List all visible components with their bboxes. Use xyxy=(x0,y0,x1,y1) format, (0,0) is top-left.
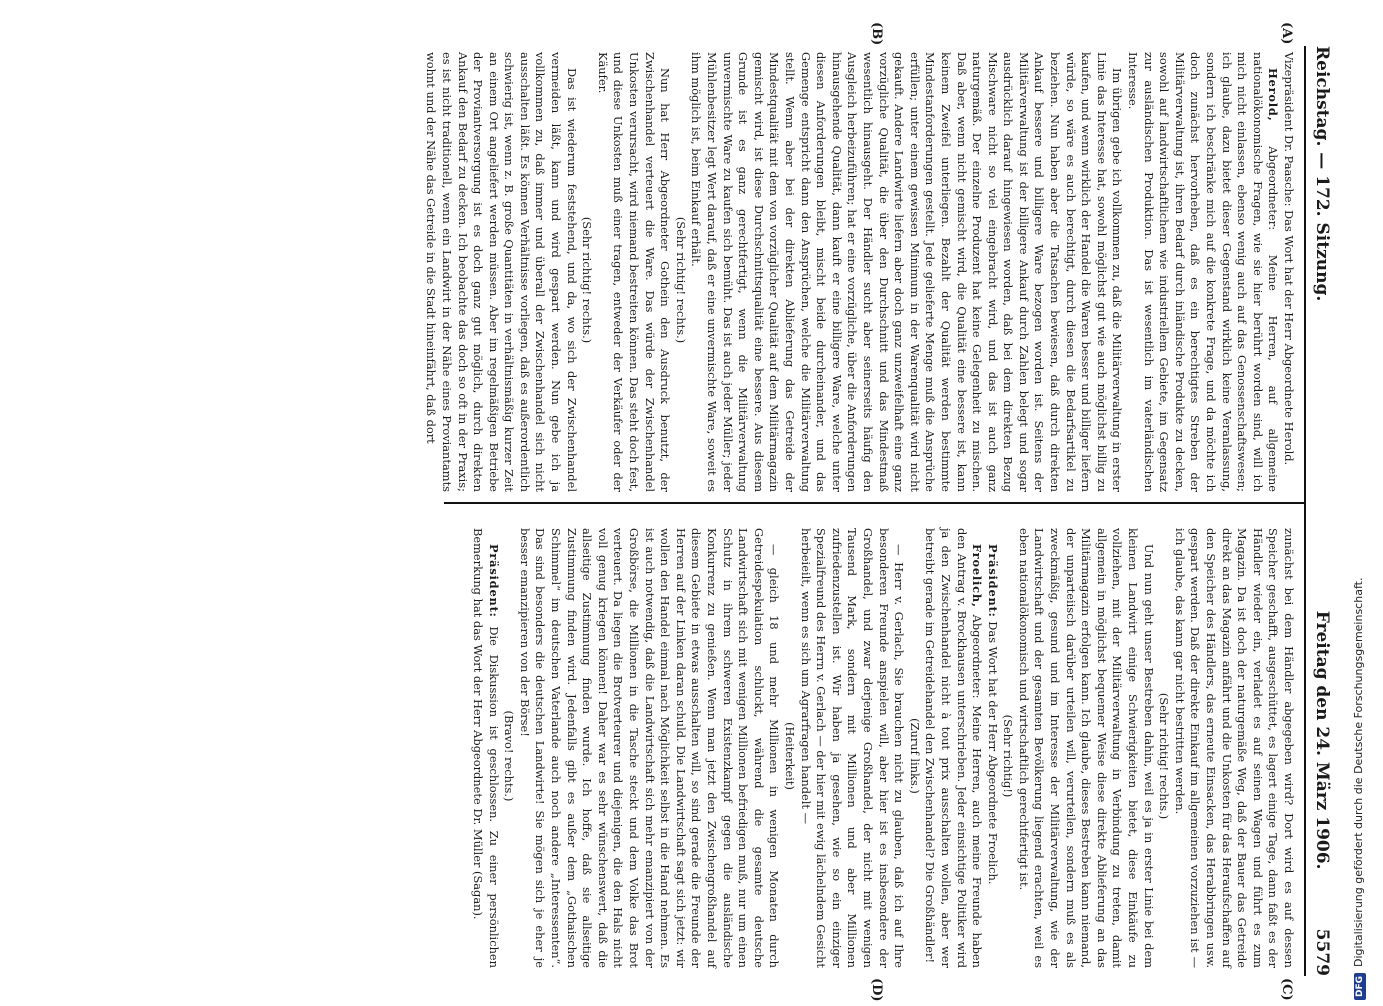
paragraph-text: Und nun geht unser Bestreben dahin, weil es ja in erster Linie bei dem kleinen Landwirt einige Schwierigkeiten bietet, diese Einkäufe zu vollziehen, mit der Militärverwaltung in Verbindung zu treten, damit allgemein in möglichst bequemer Weise diese direkte Ablieferung an das Militärmagazin erfolgen kann. Ich glaube, dieses Bestreben kann niemand, der unparteiisch darüber urteilen will, verurteilen, sondern muß es als zweckmäßig, gesund und im Interesse der Militärverwaltung, wie der Landwirtschaft und der gesamten Bevölkerung liegend erachten, weil es eben nationalökonomisch und wirtschaftlich gerechtfertigt ist. xyxy=(1016,528,1156,968)
paragraph-text: — Herr v. Gerlach, Sie brauchen nicht zu glauben, daß ich auf Ihre besonderen Freunde anspielen will, aber hier ist es insbesondere der Großhandel, und zwar derjenige Großhandel, der nicht mit wenigen Tausend Mark, sondern mit Millionen und aber Millionen zufriedenzustellen ist. Wir haben ja gesehen, wie so ein einziger Spezialfreund des Herrn v. Gerlach — der hier mit ewig lächelndem Gesicht herbeieilt, wenn es sich um Agrarfragen handelt — xyxy=(798,528,907,968)
paragraph-text: Nun hat Herr Abgeordneter Gothein den Ausdruck benutzt, der Zwischenhandel verteuert die Ware. Das würde der Zwischenhandel Unkosten verursacht, wird niemand bestreiten können. Das steht doch fest, und diese Unkosten muß einer tragen, entweder der Verkäufer oder der Käufer. xyxy=(595,52,673,492)
paragraph-text: (Sehr richtig!) xyxy=(1001,714,1016,798)
page-header xyxy=(1308,46,1334,976)
credit-text: Digitalisierung gefördert durch die Deutsche Forschungsgemeinschaft. xyxy=(1352,577,1365,967)
paragraph-text: Das Wort hat der Herr Abgeordnete Froelich. xyxy=(985,621,1000,885)
digitization-credit xyxy=(1352,0,1372,1000)
speaker-name: Präsident: xyxy=(985,544,1000,618)
interjection xyxy=(906,528,922,968)
speaker-name: Präsident: xyxy=(486,544,501,618)
paragraph-text: zunächst bei dem Händler abgegeben wird? Dort wird es auf dessen Speicher geschafft, ausgeschüttet, es lagert einige Tage, dann faßt es der Händler wieder ein, verladet es auf seinen Wagen und führt es zum Magazin. Da ist doch der naturgemäße Weg, daß der Bauer das Getreide direkt an das Magazin anfährt und die Unkosten für das Heraufschaffen auf den Speicher des Händlers, das erneute Einsacken, das Herabbringen usw. gespart werden. Daß der direkte Einkauf im allgemeinen vorzuziehen ist — ich glaube, das kann gar nicht bestritten werden. xyxy=(1172,528,1296,968)
margin-marker-a: (A) xyxy=(1279,22,1294,45)
margin-marker-d: (D) xyxy=(869,978,884,1002)
paragraph xyxy=(470,528,501,968)
paragraph xyxy=(516,528,781,968)
paragraph-text: Abgeordneter: Meine Herren, auf allgemeine nationalökonomische Fragen, wie sie hier berührt worden sind, will ich mich nicht einlassen, ebenso wenig auch auf das Genossenschaftswesen; ich glaube, dazu bietet dieser Gegenstand wirklich keine Veranlassung, sondern ich beschränke mich auf die konkrete Frage, und da möchte ich doch zunächst hervorheben, daß es ein berechtigtes Streben der Militärverwaltung ist, ihren Bedarf durch inländische Produkte zu decken, sowohl auf landwirtschaftlichem wie industriellem Gebiete, im Gegensatz zur ausländischen Produktion. Das ist wesentlich im vaterländischen Interesse. xyxy=(1126,52,1281,493)
paragraph-text: Abgeordneter: Meine Herren, auch meine Freunde haben den Antrag v. Brockhausen unterschrieben. Jeder einsichtige Politiker wird ja den Zwischenhandel nicht à tout prix ausschalten wollen, aber wer betreibt gerade im Getreidehandel den Zwischenhandel? Die Großhändler! xyxy=(923,528,985,969)
paragraph xyxy=(688,52,1125,492)
paragraph-text: Im übrigen gebe ich vollkommen zu, daß die Militärverwaltung in erster Linie das Interesse hat, sowohl möglichst gut wie auch möglichst billig zu kaufen, und wenn wirklich der Handel die Waren besser und billiger liefern würde, so wäre es auch berechtigt, durch diesen die Bedarfsartikel zu beziehen. Nun haben aber die Tatsachen bewiesen, daß durch direkten Ankauf bessere und billigere Ware bezogen worden ist. Seitens der Militärverwaltung ist der billigere Ankauf durch Zahlen belegt und sogar ausdrücklich darauf hingewiesen worden, daß bei dem direkten Bezug Mischware nicht so viel eingebracht wird, und das ist auch ganz naturgemäß. Der einzelne Produzent hat keine Gelegenheit zu mischen. Daß aber, wenn nicht gemischt wird, die Qualität eine bessere ist, kann keinem Zweifel unterliegen. Bezahlt der Qualität werden bestimmte Mindestanforderungen gestellt. Jede gelieferte Menge muß die Ansprüche erfüllen; unter einem gewissen Minimum in der Warenqualität wird nicht gekauft. Andere Landwirte liefern aber doch ganz unzweifelhaft eine ganz vorzügliche Qualität, die über den Durchschnitt und das Mindestmaß wesentlich hinausgeht. Der Händler sucht aber seinerseits häufig den Ausgleich herbeizuführen; hat er eine vorzügliche, über die Anforderungen hinausgehende Qualität, dann kauft er eine billigere Ware, welche unter diesen Anforderungen bleibt, mischt beide durcheinander, und das Gemenge entspricht dann den Ansprüchen, welche die Militärverwaltung stellt. Wenn aber bei der direkten Ablieferung das Getreide der Mindestqualität mit dem von vorzüglicher Qualität auf dem Militärmagazin gemischt wird, ist diese Durchschnittsqualität eine bessere. Aus diesem Grunde ist es ganz gerechtfertigt, wenn die Militärverwaltung unvermischte Ware zu kaufen sich bemüht. Das ist auch jeder Müller; jeder Mühlenbesitzer legt Wert darauf, daß er eine unvermischte Ware, soweit es ihm möglich ist, beim Einkauf erhält. xyxy=(689,52,1125,492)
interjection xyxy=(781,528,797,968)
interjection xyxy=(579,52,595,492)
right-column xyxy=(470,528,1296,968)
speaker-name: Herold, xyxy=(1266,68,1281,122)
paragraph xyxy=(984,528,1000,968)
margin-marker-b: (B) xyxy=(869,22,884,46)
paragraph-text: (Zuruf links.) xyxy=(907,718,922,794)
paragraph xyxy=(1124,52,1280,492)
paragraph-text: Das ist wiederum feststehend, und da, wo sich der Zwischenhandel vermeiden läßt, kann und wird gespart werden. Nun gebe ich ja vollkommen zu, daß immer und überall der Zwischenhandel sich nicht ausschalten läßt. Es können Verhältnisse vorliegen, daß es außerordentlich schwierig ist, wenn z. B. große Quantitäten in verhältnismäßig kurzer Zeit an einem Ort angeliefert werden müssen. Aber im regelmäßigen Betriebe der Proviantversorgung ist es doch ganz gut möglich, durch direkten Ankauf den Bedarf zu decken. Ich beobachte das doch so oft in der Praxis; es ist nicht traditionell, wenn ein Landwirt in der Nähe eines Proviantamts wohnt und der Nähe das Getreide in die Stadt hineinfährt, daß dort xyxy=(424,52,579,492)
interjection xyxy=(501,528,517,968)
paragraph xyxy=(797,528,906,968)
interjection xyxy=(1000,528,1016,968)
paragraph-text: (Sehr richtig! rechts.) xyxy=(580,216,595,344)
paragraph xyxy=(1171,528,1296,968)
paragraph-text: (Sehr richtig! rechts.) xyxy=(673,216,688,344)
paragraph-text: — gleich 18 und mehr Millionen in wenigen Monaten durch Getreidespekulation schluckt, während die gesamte deutsche Landwirtschaft sich mit wenigen Millionen befriedigen muß, nur um einen Schutz in ihrem schweren Existenzkampf gegen die ausländische Konkurrenz zu genießen. Wenn man jetzt den Zwischengroßhandel auf diesem Gebiete in etwas ausschalten will, so sind gerade die Freunde der Herren auf der Linken daran schuld. Die Landwirtschaft sagt sich jetzt: wir wollen den Handel einmal nach Möglichkeit selbst in die Hand nehmen. Es ist auch notwendig, daß die Landwirtschaft sich mehr emanzipiert von der Großbörse, die Millionen in die Tasche steckt und dem Volke das Brot verteuert. Da liegen die Brotverteurer und diejenigen, die den Hals nicht voll genug kriegen können! Daher war es sehr wünschenswert, daß die allseitige Zustimmung finden wurde. Ich hoffe, daß sie allseitige Zustimmung finden wird. Jedenfalls gibt es außer dem „Gothaischen Schimmel“ im deutschen Vaterlande auch noch andere „Interessenten“. Das sind besonders die deutschen Landwirte! Sie mögen sich je eher je besser emanzipieren von der Börse! xyxy=(517,528,782,968)
interjection xyxy=(1156,528,1172,968)
paragraph-text: (Bravo! rechts.) xyxy=(502,710,517,802)
interjection xyxy=(672,52,688,492)
paragraph-text: (Sehr richtig! rechts.) xyxy=(1157,692,1172,820)
speaker-name: Froelich, xyxy=(970,544,985,608)
paragraph-text: Vizepräsident Dr. Paasche: Das Wort hat der Herr Abgeordnete Herold. xyxy=(1282,52,1296,466)
column-divider xyxy=(444,502,1304,504)
page-number: 5579 xyxy=(1312,928,1332,976)
header-rule xyxy=(1304,46,1306,976)
paragraph xyxy=(1280,52,1296,492)
paragraph-text: Die Diskussion ist geschlossen. Zu einer persönlichen Bemerkung hat das Wort der Herr Abgeordnete Dr. Müller (Sagan). xyxy=(471,528,501,968)
paragraph xyxy=(1015,528,1155,968)
paragraph xyxy=(922,528,984,968)
header-right: Freitag den 24. März 1906. xyxy=(1312,610,1332,870)
header-left: Reichstag. — 172. Sitzung. xyxy=(1312,46,1332,302)
paragraph-text: (Heiterkeit) xyxy=(783,722,797,790)
dfg-logo: DFG xyxy=(1354,973,1366,1000)
paragraph xyxy=(423,52,579,492)
rotated-page xyxy=(74,16,1334,1006)
left-column xyxy=(423,52,1296,492)
paragraph xyxy=(594,52,672,492)
margin-marker-c: (C) xyxy=(1279,978,1294,1001)
